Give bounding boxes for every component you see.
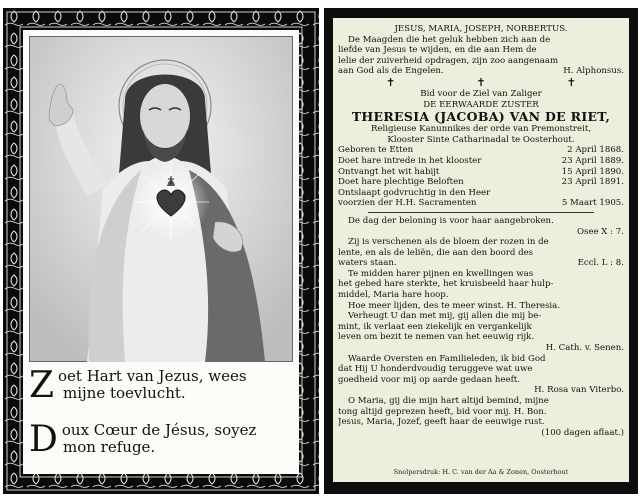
order-line: Klooster Sinte Catharinadal te Oosterhout. bbox=[387, 134, 575, 145]
verse-pain-line: het gebed hare sterkte, het kruisbeeld haar hulp- bbox=[338, 279, 554, 290]
sacred-heart-portrait bbox=[29, 36, 293, 362]
verse-suffer: Hoe meer lijden, des te meer winst. H. Theresia. bbox=[348, 300, 561, 311]
deceased-name: THERESIA (JACOBA) VAN DE RIET, bbox=[351, 110, 611, 125]
verse-joy-author: H. Cath. v. Senen. bbox=[545, 343, 624, 354]
life-event bbox=[338, 167, 624, 178]
caption-french-initial: D bbox=[29, 419, 58, 460]
memorial-text bbox=[338, 24, 624, 438]
verse-superiors-line: goedheid voor mij op aarde gedaan heeft. bbox=[338, 374, 520, 385]
caption-french bbox=[29, 419, 293, 460]
verse-rose-last bbox=[338, 258, 624, 269]
death-line-date bbox=[338, 198, 624, 209]
life-event-date: 15 April 1890. bbox=[561, 166, 624, 177]
memorial-text-panel bbox=[333, 18, 629, 482]
cross-row bbox=[338, 77, 624, 89]
life-event-label: Geboren te Etten bbox=[338, 145, 414, 156]
verse-maria-line: tong altijd geprezen heeft, bid voor mij. H. Bon. bbox=[338, 406, 547, 417]
life-event-label: Doet hare plechtige Beloften bbox=[338, 177, 464, 188]
verse-rose-ref: Eccl. L : 8. bbox=[577, 258, 624, 269]
caption-french-line1: oux Cœur de Jésus, soyez bbox=[61, 421, 257, 439]
verse-rose-line: lente, en als de leliën, die aan den boord des bbox=[338, 247, 534, 258]
reward-line: De dag der beloning is voor haar aangebroken. bbox=[348, 215, 554, 226]
intro-quote-author: H. Alphonsus. bbox=[563, 66, 624, 77]
right-memorial-card bbox=[324, 8, 638, 494]
life-event-date: 23 April 1891. bbox=[561, 177, 624, 188]
verse-pain-line: Te midden harer pijnen en kwellingen was bbox=[348, 268, 534, 279]
verse-joy-line: Verheugt U dan met mij, gij allen die mij be- bbox=[348, 311, 542, 322]
verse-superiors-author: H. Rosa van Viterbo. bbox=[534, 385, 624, 396]
verse-superiors-line: dat Hij U honderdvoudig teruggeve wat uwe bbox=[338, 364, 533, 375]
life-event-label: Doet hare intrede in het klooster bbox=[338, 155, 482, 166]
order-line: Religieuse Kanunnikes der orde van Premonstreit, bbox=[370, 124, 592, 135]
death-date: 5 Maart 1905. bbox=[561, 198, 624, 209]
verse-joy-line: mint, ik verlaat een ziekelijk en vergankelijk bbox=[338, 321, 532, 332]
printer-imprint: Snelpersdruk: H. C. van der Aa & Zonen, Oosterhout bbox=[393, 468, 569, 476]
caption-dutch-line2: mijne toevlucht. bbox=[63, 384, 186, 402]
card-inner-panel bbox=[23, 30, 299, 474]
header: JESUS, MARIA, JOSEPH, NORBERTUS. bbox=[394, 24, 568, 34]
intro-quote-line: De Maagden die het geluk hebben zich aan de bbox=[348, 34, 551, 45]
verse-pain-line: middel, Maria hare hoop. bbox=[338, 290, 449, 301]
divider bbox=[368, 212, 594, 213]
death-line: Ontslaapt godvruchtig in den Heer bbox=[338, 187, 491, 198]
caption-dutch-initial: Z bbox=[29, 365, 55, 406]
life-event bbox=[338, 145, 624, 156]
indulgence: (100 dagen aflaat.) bbox=[541, 427, 624, 438]
death-sacraments: voorzien der H.H. Sacramenten bbox=[338, 198, 477, 209]
cross-icon: ✝ bbox=[386, 75, 396, 89]
verse-superiors-line: Waarde Oversten en Familieleden, ik bid God bbox=[348, 353, 546, 364]
reward-ref: Osee X : 7. bbox=[576, 226, 624, 237]
caption-french-line2: mon refuge. bbox=[63, 438, 156, 456]
life-event-date: 23 April 1889. bbox=[561, 155, 624, 166]
title: DE EERWAARDE ZUSTER bbox=[423, 99, 539, 110]
intro-quote-line: liefde van Jesus te wijden, en die aan Hem de bbox=[338, 45, 537, 56]
prayer-for: Bid voor de Ziel van Zaliger bbox=[420, 88, 542, 99]
intro-quote-line: lelie der zuiverheid opdragen, zijn zoo aangenaam bbox=[338, 55, 559, 66]
left-prayer-card bbox=[3, 8, 319, 494]
caption-dutch-line1: oet Hart van Jezus, wees bbox=[58, 367, 247, 385]
intro-quote-line: aan God als de Engelen. bbox=[338, 66, 444, 77]
verse-joy-line: leven om bezit te nemen van het eeuwig rijk. bbox=[338, 332, 535, 343]
caption-dutch bbox=[29, 365, 293, 406]
life-event-label: Ontvangt het wit habijt bbox=[338, 166, 440, 177]
life-event-date: 2 April 1868. bbox=[567, 145, 624, 156]
verse-maria-line: Jesus, Maria, Jozef, geeft haar de eeuwige rust. bbox=[338, 417, 545, 428]
cross-icon: ✝ bbox=[476, 75, 486, 89]
verse-rose-line: Zij is verschenen als de bloem der rozen in de bbox=[348, 237, 549, 248]
verse-maria-line: O Maria, gij die mijn hart altijd bemind, mijne bbox=[348, 396, 549, 406]
verse-rose-text: waters staan. bbox=[338, 258, 397, 269]
life-event bbox=[338, 156, 624, 167]
cross-icon: ✝ bbox=[566, 75, 576, 89]
life-event bbox=[338, 177, 624, 188]
